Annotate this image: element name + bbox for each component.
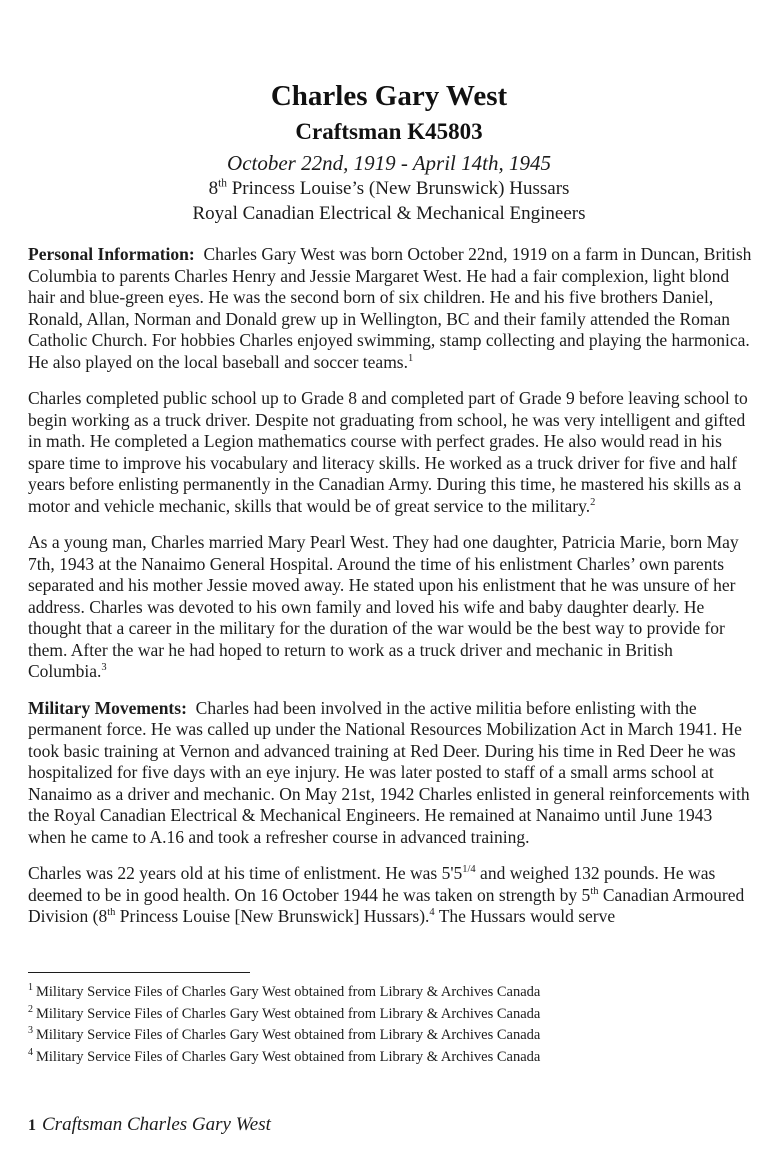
footnote bbox=[28, 1004, 752, 1026]
paragraph-education-work: Charles completed public school up to Grade 8 and completed part of Grade 9 before leaving school to begin working as a truck driver. Despite not graduating from school, he was very intelligent and gifted in math. He completed a Legion mathematics course with perfect grades. He also would read in his spare time to improve his vocabulary and literacy skills. He worked as a truck driver for five and half years before enlisting permanently in the Canadian Army. During this time, he mastered his skills as a motor and vehicle mechanic, skills that would be of great service to the military.$^2$ bbox=[28, 388, 748, 516]
page-title: Charles Gary West bbox=[270, 80, 508, 112]
footnote-text: Military Service Files of Charles Gary West obtained from Library & Archives Canada bbox=[36, 984, 541, 1000]
footnote-text: Military Service Files of Charles Gary West obtained from Library & Archives Canada bbox=[36, 1005, 541, 1022]
footnote-separator bbox=[28, 972, 250, 973]
footnote-marker: 4 bbox=[28, 1046, 33, 1058]
footnote-marker: 1 bbox=[28, 982, 33, 994]
paragraph-military-movements: Military Movements: Charles had been involved in the active militia before enlisting with the permanent force. He was called up under the National Resources Mobilization Act in March 1941. He took basic training at Vernon and advanced training at Red Deer. During his time in Red Deer he was hospitalized for five days with an eye injury. He was later posted to staff of a small arms school at Nanaimo as a driver and mechanic. On May 21st, 1942 Charles enlisted in general reinforcements with the Royal Canadian Electrical & Mechanical Engineers. He remained at Nanaimo until June 1943 when he came to A.16 and took a refresher course in advanced training. bbox=[28, 697, 750, 847]
footnote bbox=[28, 1047, 752, 1069]
document-header bbox=[0, 80, 778, 225]
paragraph-personal-information: Personal Information: Charles Gary West was born October 22nd, 1919 on a farm in Duncan, British Columbia to parents Charles Henry and Jessie Margaret West. He had a fair complexion, light blond hair and blue-green eyes. He was the second born of six children. He and his five brothers Daniel, Ronald, Allan, Norman and Donald grew up in Wellington, BC and their family attended the Roman Catholic Church. For hobbies Charles enjoyed swimming, stamp collecting and playing the harmonica. He also played on the local baseball and soccer teams.$^1$ bbox=[28, 244, 752, 372]
footnote-text: Military Service Files of Charles Gary West obtained from Library & Archives Canada bbox=[36, 1027, 541, 1044]
footnote-marker: 3 bbox=[28, 1025, 33, 1037]
footnotes-section bbox=[28, 972, 752, 1068]
footnote-text: Military Service Files of Charles Gary West obtained from Library & Archives Canada bbox=[36, 1048, 541, 1065]
corps-line: Royal Canadian Electrical & Mechanical Engineers bbox=[192, 202, 586, 224]
footnote bbox=[28, 1025, 752, 1047]
page-number: 1 bbox=[28, 1117, 36, 1134]
paragraph-family: As a young man, Charles married Mary Pearl West. They had one daughter, Patricia Marie, born May 7th, 1943 at the Nanaimo General Hospital. Around the time of his enlistment Charles’ own parents separated and his mother Jessie moved away. He stated upon his enlistment that he was unsure of her address. Charles was devoted to his own family and loved his wife and baby daughter dearly. He thought that a career in the military for the duration of the war would be the best way to provide for them. After the war he had hoped to return to work as a truck driver and mechanic in British Columbia.$^3$ bbox=[28, 532, 739, 681]
footnote bbox=[28, 982, 752, 1004]
footer-document-title: Craftsman Charles Gary West bbox=[42, 1114, 271, 1135]
paragraph-enlistment-details: Charles was 22 years old at his time of enlistment. He was $5'5^{1/4}$ and weighed 132 pounds. He was deemed to be in good health. On 16 October 1944 he was taken on strength by 5th Canadian Armoured Division (8th Princess Louise [New Brunswick] Hussars).$^4$ The Hussars would serve bbox=[28, 863, 745, 926]
footnote-marker: 2 bbox=[28, 1003, 33, 1015]
document-body bbox=[28, 244, 752, 928]
page-footer bbox=[28, 1114, 271, 1136]
regiment-line: 8th Princess Louise’s (New Brunswick) Hussars bbox=[208, 177, 570, 199]
life-dates: October 22nd, 1919 - April 14th, 1945 bbox=[227, 150, 551, 175]
rank-service-number: Craftsman K45803 bbox=[295, 119, 483, 145]
